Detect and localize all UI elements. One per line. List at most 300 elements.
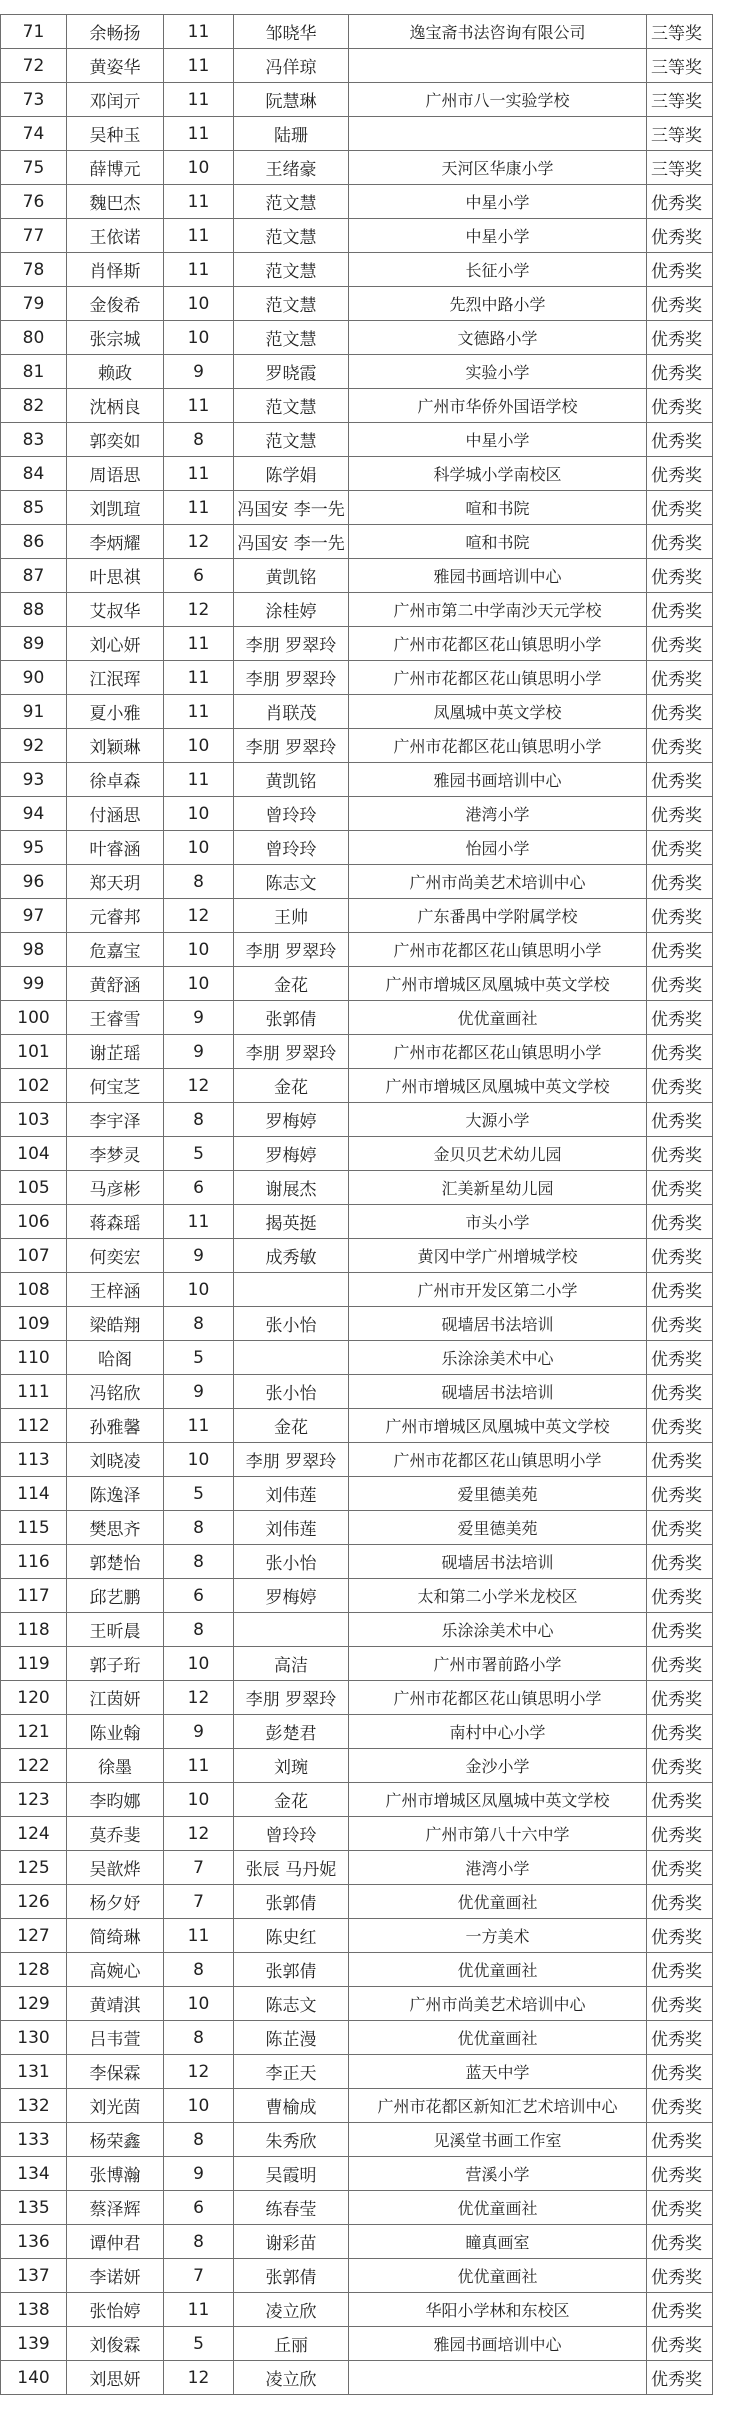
student-name: 刘俊霖 [67, 2327, 164, 2361]
teacher-name: 彭楚君 [234, 1715, 349, 1749]
award-level: 优秀奖 [647, 219, 713, 253]
table-row [1, 2123, 713, 2157]
award-level: 优秀奖 [647, 1307, 713, 1341]
table-row [1, 2225, 713, 2259]
school-name: 广州市增城区凤凰城中英文学校 [349, 1409, 647, 1443]
student-name: 叶思祺 [67, 559, 164, 593]
student-name: 哈阁 [67, 1341, 164, 1375]
table-row [1, 1341, 713, 1375]
table-row [1, 1511, 713, 1545]
student-name: 黄靖淇 [67, 1987, 164, 2021]
student-name: 李诺妍 [67, 2259, 164, 2293]
student-name: 蔡泽辉 [67, 2191, 164, 2225]
teacher-name: 陈志文 [234, 865, 349, 899]
age: 6 [164, 1171, 234, 1205]
teacher-name: 范文慧 [234, 219, 349, 253]
student-name: 江茵妍 [67, 1681, 164, 1715]
table-row [1, 389, 713, 423]
table-row [1, 1715, 713, 1749]
student-name: 刘晓凌 [67, 1443, 164, 1477]
teacher-name: 金花 [234, 1409, 349, 1443]
school-name: 汇美新星幼儿园 [349, 1171, 647, 1205]
student-name: 黄舒涵 [67, 967, 164, 1001]
table-row [1, 1069, 713, 1103]
school-name: 文德路小学 [349, 321, 647, 355]
table-row [1, 1851, 713, 1885]
age: 8 [164, 1307, 234, 1341]
award-level: 三等奖 [647, 117, 713, 151]
award-level: 优秀奖 [647, 525, 713, 559]
award-level: 优秀奖 [647, 559, 713, 593]
age: 9 [164, 1001, 234, 1035]
age: 7 [164, 2259, 234, 2293]
clipped-row-bottom [0, 2419, 712, 2433]
award-level: 优秀奖 [647, 185, 713, 219]
age: 8 [164, 1953, 234, 1987]
row-number: 84 [1, 457, 67, 491]
table-row [1, 1103, 713, 1137]
age: 10 [164, 1443, 234, 1477]
age: 6 [164, 2191, 234, 2225]
table-row [1, 933, 713, 967]
age: 10 [164, 1647, 234, 1681]
school-name: 广州市花都区花山镇思明小学 [349, 1681, 647, 1715]
teacher-name: 刘伟莲 [234, 1511, 349, 1545]
row-number: 75 [1, 151, 67, 185]
row-number: 117 [1, 1579, 67, 1613]
age: 9 [164, 1375, 234, 1409]
row-number: 101 [1, 1035, 67, 1069]
age: 12 [164, 1069, 234, 1103]
award-level: 优秀奖 [647, 423, 713, 457]
student-name: 张宗城 [67, 321, 164, 355]
age: 11 [164, 491, 234, 525]
row-number: 119 [1, 1647, 67, 1681]
row-number: 121 [1, 1715, 67, 1749]
row-number: 96 [1, 865, 67, 899]
age: 11 [164, 1919, 234, 1953]
school-name: 优优童画社 [349, 2191, 647, 2225]
award-level: 优秀奖 [647, 2327, 713, 2361]
student-name: 刘心妍 [67, 627, 164, 661]
award-table [0, 14, 713, 2395]
table-row [1, 1953, 713, 1987]
school-name [349, 49, 647, 83]
school-name: 砚墙居书法培训 [349, 1307, 647, 1341]
award-level: 优秀奖 [647, 1817, 713, 1851]
student-name: 孙雅馨 [67, 1409, 164, 1443]
student-name: 郭奕如 [67, 423, 164, 457]
student-name: 李炳耀 [67, 525, 164, 559]
age: 10 [164, 1273, 234, 1307]
student-name: 郭楚怡 [67, 1545, 164, 1579]
teacher-name: 罗晓霞 [234, 355, 349, 389]
row-number: 98 [1, 933, 67, 967]
school-name: 爱里德美苑 [349, 1511, 647, 1545]
school-name: 喧和书院 [349, 525, 647, 559]
row-number: 93 [1, 763, 67, 797]
age: 11 [164, 627, 234, 661]
school-name: 广东番禺中学附属学校 [349, 899, 647, 933]
award-level: 优秀奖 [647, 1273, 713, 1307]
award-level: 优秀奖 [647, 1987, 713, 2021]
row-number: 108 [1, 1273, 67, 1307]
age: 11 [164, 1205, 234, 1239]
teacher-name: 陈芷漫 [234, 2021, 349, 2055]
school-name: 砚墙居书法培训 [349, 1375, 647, 1409]
table-row [1, 185, 713, 219]
teacher-name: 揭英挺 [234, 1205, 349, 1239]
table-row [1, 1477, 713, 1511]
age: 11 [164, 2293, 234, 2327]
school-name: 广州市增城区凤凰城中英文学校 [349, 1783, 647, 1817]
row-number: 89 [1, 627, 67, 661]
school-name: 优优童画社 [349, 2021, 647, 2055]
school-name: 广州市花都区花山镇思明小学 [349, 1035, 647, 1069]
row-number: 83 [1, 423, 67, 457]
student-name: 叶睿涵 [67, 831, 164, 865]
teacher-name: 李朋 罗翠玲 [234, 933, 349, 967]
teacher-name: 范文慧 [234, 389, 349, 423]
table-row [1, 729, 713, 763]
student-name: 刘颖琳 [67, 729, 164, 763]
school-name: 优优童画社 [349, 2259, 647, 2293]
row-number: 72 [1, 49, 67, 83]
age: 8 [164, 2225, 234, 2259]
row-number: 76 [1, 185, 67, 219]
row-number: 118 [1, 1613, 67, 1647]
school-name: 广州市花都区花山镇思明小学 [349, 1443, 647, 1477]
row-number: 92 [1, 729, 67, 763]
student-name: 徐卓森 [67, 763, 164, 797]
school-name: 黄冈中学广州增城学校 [349, 1239, 647, 1273]
row-number: 112 [1, 1409, 67, 1443]
teacher-name: 成秀敏 [234, 1239, 349, 1273]
student-name: 黄姿华 [67, 49, 164, 83]
student-name: 何宝芝 [67, 1069, 164, 1103]
student-name: 薛博元 [67, 151, 164, 185]
row-number: 136 [1, 2225, 67, 2259]
table-row [1, 2157, 713, 2191]
row-number: 126 [1, 1885, 67, 1919]
row-number: 104 [1, 1137, 67, 1171]
age: 7 [164, 1885, 234, 1919]
school-name: 广州市增城区凤凰城中英文学校 [349, 967, 647, 1001]
school-name: 广州市花都区花山镇思明小学 [349, 933, 647, 967]
school-name: 乐涂涂美术中心 [349, 1613, 647, 1647]
table-row [1, 2293, 713, 2327]
age: 11 [164, 185, 234, 219]
table-row [1, 1817, 713, 1851]
student-name: 沈柄良 [67, 389, 164, 423]
row-number: 102 [1, 1069, 67, 1103]
teacher-name: 凌立欣 [234, 2361, 349, 2395]
age: 11 [164, 457, 234, 491]
row-number: 103 [1, 1103, 67, 1137]
row-number: 115 [1, 1511, 67, 1545]
school-name: 优优童画社 [349, 1953, 647, 1987]
teacher-name: 凌立欣 [234, 2293, 349, 2327]
age: 12 [164, 2055, 234, 2089]
teacher-name: 金花 [234, 1069, 349, 1103]
student-name: 杨荣鑫 [67, 2123, 164, 2157]
age: 8 [164, 423, 234, 457]
school-name: 先烈中路小学 [349, 287, 647, 321]
age: 12 [164, 1817, 234, 1851]
age: 11 [164, 117, 234, 151]
award-level: 优秀奖 [647, 321, 713, 355]
school-name: 市头小学 [349, 1205, 647, 1239]
table-row [1, 423, 713, 457]
teacher-name: 肖联茂 [234, 695, 349, 729]
age: 8 [164, 1613, 234, 1647]
student-name: 邱艺鹏 [67, 1579, 164, 1613]
row-number: 86 [1, 525, 67, 559]
teacher-name: 谢展杰 [234, 1171, 349, 1205]
row-number: 74 [1, 117, 67, 151]
award-level: 优秀奖 [647, 2157, 713, 2191]
table-row [1, 1885, 713, 1919]
age: 11 [164, 49, 234, 83]
student-name: 刘思妍 [67, 2361, 164, 2395]
teacher-name [234, 1273, 349, 1307]
student-name: 马彦彬 [67, 1171, 164, 1205]
teacher-name: 王帅 [234, 899, 349, 933]
age: 8 [164, 865, 234, 899]
row-number: 107 [1, 1239, 67, 1273]
award-level: 三等奖 [647, 49, 713, 83]
award-table-body [1, 15, 713, 2395]
award-level: 优秀奖 [647, 1137, 713, 1171]
award-level: 优秀奖 [647, 831, 713, 865]
row-number: 110 [1, 1341, 67, 1375]
table-row [1, 865, 713, 899]
row-number: 116 [1, 1545, 67, 1579]
award-level: 优秀奖 [647, 2293, 713, 2327]
award-level: 三等奖 [647, 15, 713, 49]
award-level: 优秀奖 [647, 1647, 713, 1681]
student-name: 莫乔斐 [67, 1817, 164, 1851]
award-level: 优秀奖 [647, 2123, 713, 2157]
school-name: 广州市华侨外国语学校 [349, 389, 647, 423]
teacher-name: 张小怡 [234, 1307, 349, 1341]
school-name: 广州市署前路小学 [349, 1647, 647, 1681]
table-row [1, 1137, 713, 1171]
age: 11 [164, 1409, 234, 1443]
school-name: 中星小学 [349, 185, 647, 219]
teacher-name: 范文慧 [234, 423, 349, 457]
school-name: 中星小学 [349, 219, 647, 253]
teacher-name: 刘伟莲 [234, 1477, 349, 1511]
school-name: 广州市花都区花山镇思明小学 [349, 729, 647, 763]
age: 8 [164, 2123, 234, 2157]
age: 10 [164, 2089, 234, 2123]
school-name: 优优童画社 [349, 1885, 647, 1919]
school-name: 南村中心小学 [349, 1715, 647, 1749]
age: 9 [164, 2157, 234, 2191]
school-name [349, 117, 647, 151]
teacher-name: 曹榆成 [234, 2089, 349, 2123]
table-row [1, 1987, 713, 2021]
school-name: 广州市八一实验学校 [349, 83, 647, 117]
award-level: 优秀奖 [647, 1477, 713, 1511]
row-number: 113 [1, 1443, 67, 1477]
school-name: 太和第二小学米龙校区 [349, 1579, 647, 1613]
teacher-name: 范文慧 [234, 321, 349, 355]
table-row [1, 491, 713, 525]
age: 7 [164, 1851, 234, 1885]
award-level: 优秀奖 [647, 1579, 713, 1613]
student-name: 吕韦萱 [67, 2021, 164, 2055]
age: 10 [164, 151, 234, 185]
teacher-name: 范文慧 [234, 185, 349, 219]
award-level: 优秀奖 [647, 729, 713, 763]
school-name: 营溪小学 [349, 2157, 647, 2191]
student-name: 夏小雅 [67, 695, 164, 729]
age: 6 [164, 559, 234, 593]
row-number: 99 [1, 967, 67, 1001]
student-name: 赖政 [67, 355, 164, 389]
age: 11 [164, 1749, 234, 1783]
teacher-name: 张小怡 [234, 1375, 349, 1409]
teacher-name: 李朋 罗翠玲 [234, 1035, 349, 1069]
teacher-name: 吴霞明 [234, 2157, 349, 2191]
student-name: 吴种玉 [67, 117, 164, 151]
table-row [1, 2089, 713, 2123]
school-name: 怡园小学 [349, 831, 647, 865]
school-name: 广州市尚美艺术培训中心 [349, 865, 647, 899]
table-row [1, 899, 713, 933]
age: 8 [164, 1511, 234, 1545]
award-level: 优秀奖 [647, 593, 713, 627]
school-name: 金沙小学 [349, 1749, 647, 1783]
age: 9 [164, 1035, 234, 1069]
age: 11 [164, 389, 234, 423]
table-row [1, 1375, 713, 1409]
award-level: 优秀奖 [647, 491, 713, 525]
teacher-name: 邹晓华 [234, 15, 349, 49]
award-level: 优秀奖 [647, 1919, 713, 1953]
award-level: 优秀奖 [647, 1103, 713, 1137]
row-number: 135 [1, 2191, 67, 2225]
teacher-name: 谢彩苗 [234, 2225, 349, 2259]
school-name: 金贝贝艺术幼儿园 [349, 1137, 647, 1171]
row-number: 123 [1, 1783, 67, 1817]
age: 8 [164, 2021, 234, 2055]
student-name: 高婉心 [67, 1953, 164, 1987]
school-name: 一方美术 [349, 1919, 647, 1953]
school-name: 中星小学 [349, 423, 647, 457]
award-level: 优秀奖 [647, 865, 713, 899]
table-row [1, 83, 713, 117]
row-number: 129 [1, 1987, 67, 2021]
row-number: 88 [1, 593, 67, 627]
row-number: 94 [1, 797, 67, 831]
school-name: 大源小学 [349, 1103, 647, 1137]
row-number: 124 [1, 1817, 67, 1851]
student-name: 梁皓翔 [67, 1307, 164, 1341]
age: 10 [164, 797, 234, 831]
student-name: 艾叔华 [67, 593, 164, 627]
award-level: 优秀奖 [647, 1171, 713, 1205]
school-name: 雅园书画培训中心 [349, 559, 647, 593]
teacher-name: 高洁 [234, 1647, 349, 1681]
table-row [1, 287, 713, 321]
row-number: 133 [1, 2123, 67, 2157]
table-row [1, 321, 713, 355]
table-row [1, 1647, 713, 1681]
age: 12 [164, 899, 234, 933]
teacher-name: 张郭倩 [234, 2259, 349, 2293]
award-level: 优秀奖 [647, 2089, 713, 2123]
award-level: 优秀奖 [647, 1001, 713, 1035]
award-level: 优秀奖 [647, 1409, 713, 1443]
table-row [1, 219, 713, 253]
age: 11 [164, 83, 234, 117]
student-name: 张怡婷 [67, 2293, 164, 2327]
teacher-name: 冯国安 李一先 [234, 525, 349, 559]
age: 10 [164, 729, 234, 763]
table-row [1, 695, 713, 729]
clipped-row-top [0, 0, 712, 15]
award-level: 优秀奖 [647, 2021, 713, 2055]
award-level: 优秀奖 [647, 763, 713, 797]
teacher-name: 张郭倩 [234, 1953, 349, 1987]
school-name: 广州市尚美艺术培训中心 [349, 1987, 647, 2021]
student-name: 谢芷瑶 [67, 1035, 164, 1069]
table-row [1, 1205, 713, 1239]
age: 10 [164, 1987, 234, 2021]
teacher-name: 张小怡 [234, 1545, 349, 1579]
age: 10 [164, 321, 234, 355]
row-number: 131 [1, 2055, 67, 2089]
student-name: 李昀娜 [67, 1783, 164, 1817]
age: 5 [164, 1137, 234, 1171]
row-number: 78 [1, 253, 67, 287]
teacher-name: 曾玲玲 [234, 1817, 349, 1851]
age: 11 [164, 219, 234, 253]
student-name: 郭子珩 [67, 1647, 164, 1681]
award-level: 优秀奖 [647, 457, 713, 491]
row-number: 127 [1, 1919, 67, 1953]
school-name: 港湾小学 [349, 1851, 647, 1885]
age: 10 [164, 287, 234, 321]
teacher-name: 范文慧 [234, 287, 349, 321]
award-level: 优秀奖 [647, 2361, 713, 2395]
award-level: 优秀奖 [647, 2055, 713, 2089]
award-level: 优秀奖 [647, 1375, 713, 1409]
school-name: 天河区华康小学 [349, 151, 647, 185]
award-level: 三等奖 [647, 83, 713, 117]
award-level: 优秀奖 [647, 1749, 713, 1783]
table-row [1, 1919, 713, 1953]
teacher-name: 李朋 罗翠玲 [234, 661, 349, 695]
age: 8 [164, 1545, 234, 1579]
table-row [1, 593, 713, 627]
table-row [1, 1783, 713, 1817]
table-row [1, 1443, 713, 1477]
table-row [1, 525, 713, 559]
award-level: 优秀奖 [647, 967, 713, 1001]
table-row [1, 15, 713, 49]
row-number: 82 [1, 389, 67, 423]
award-level: 优秀奖 [647, 1341, 713, 1375]
student-name: 简绮琳 [67, 1919, 164, 1953]
table-row [1, 355, 713, 389]
student-name: 谭仲君 [67, 2225, 164, 2259]
award-level: 优秀奖 [647, 1953, 713, 1987]
row-number: 79 [1, 287, 67, 321]
